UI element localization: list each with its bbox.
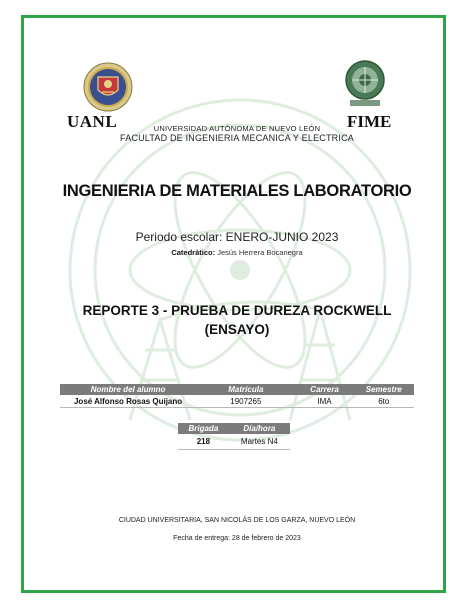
professor-line	[0, 248, 474, 257]
student-carrera: IMA	[296, 395, 354, 408]
student-semestre: 6to	[354, 395, 414, 408]
table-row	[60, 395, 414, 408]
column-header-carrera: Carrera	[296, 384, 354, 395]
report-title	[80, 301, 394, 339]
column-header-name: Nombre del alumno	[60, 384, 196, 395]
faculty-name: FACULTAD DE INGENIERIA MECANICA Y ELECTRICA	[120, 133, 354, 143]
brigada-number: 218	[196, 437, 211, 446]
city-line: CIUDAD UNIVERSITARIA, SAN NICOLÁS DE LOS GARZA, NUEVO LEÓN	[118, 517, 356, 524]
report-title-line1: REPORTE 3 - PRUEBA DE DUREZA ROCKWELL	[82, 303, 392, 318]
fime-logo-text: FIME	[347, 112, 392, 131]
table-row	[178, 434, 290, 450]
uanl-shield-logo	[83, 62, 133, 112]
course-title: INGENIERIA DE MATERIALES LABORATORIO	[62, 182, 412, 200]
professor-label: Catedrático:	[171, 248, 216, 257]
column-header-brigada: Brigada	[178, 423, 229, 434]
student-name: José Alfonso Rosas Quijano	[60, 395, 196, 408]
fime-logo	[344, 58, 386, 110]
uanl-logo-text: UANL	[67, 112, 118, 131]
students-table	[60, 384, 414, 408]
university-name: UNIVERSIDAD AUTÓNOMA DE NUEVO LEÓN	[153, 124, 321, 133]
column-header-dia-hora: Día/hora	[229, 423, 290, 434]
brigada-schedule: Martes N4	[240, 437, 278, 446]
column-header-matricula: Matrícula	[196, 384, 295, 395]
professor-name: Jesús Herrera Bocanegra	[217, 248, 303, 257]
table-header-row	[178, 423, 290, 434]
delivery-date: Fecha de entrega: 28 de febrero de 2023	[173, 535, 301, 542]
table-header-row	[60, 384, 414, 395]
brigada-table	[178, 423, 290, 450]
school-period: Periodo escolar: ENERO-JUNIO 2023	[135, 230, 339, 244]
column-header-semestre: Semestre	[354, 384, 414, 395]
report-title-line2: (ENSAYO)	[204, 322, 270, 337]
student-matricula: 1907265	[196, 395, 295, 408]
